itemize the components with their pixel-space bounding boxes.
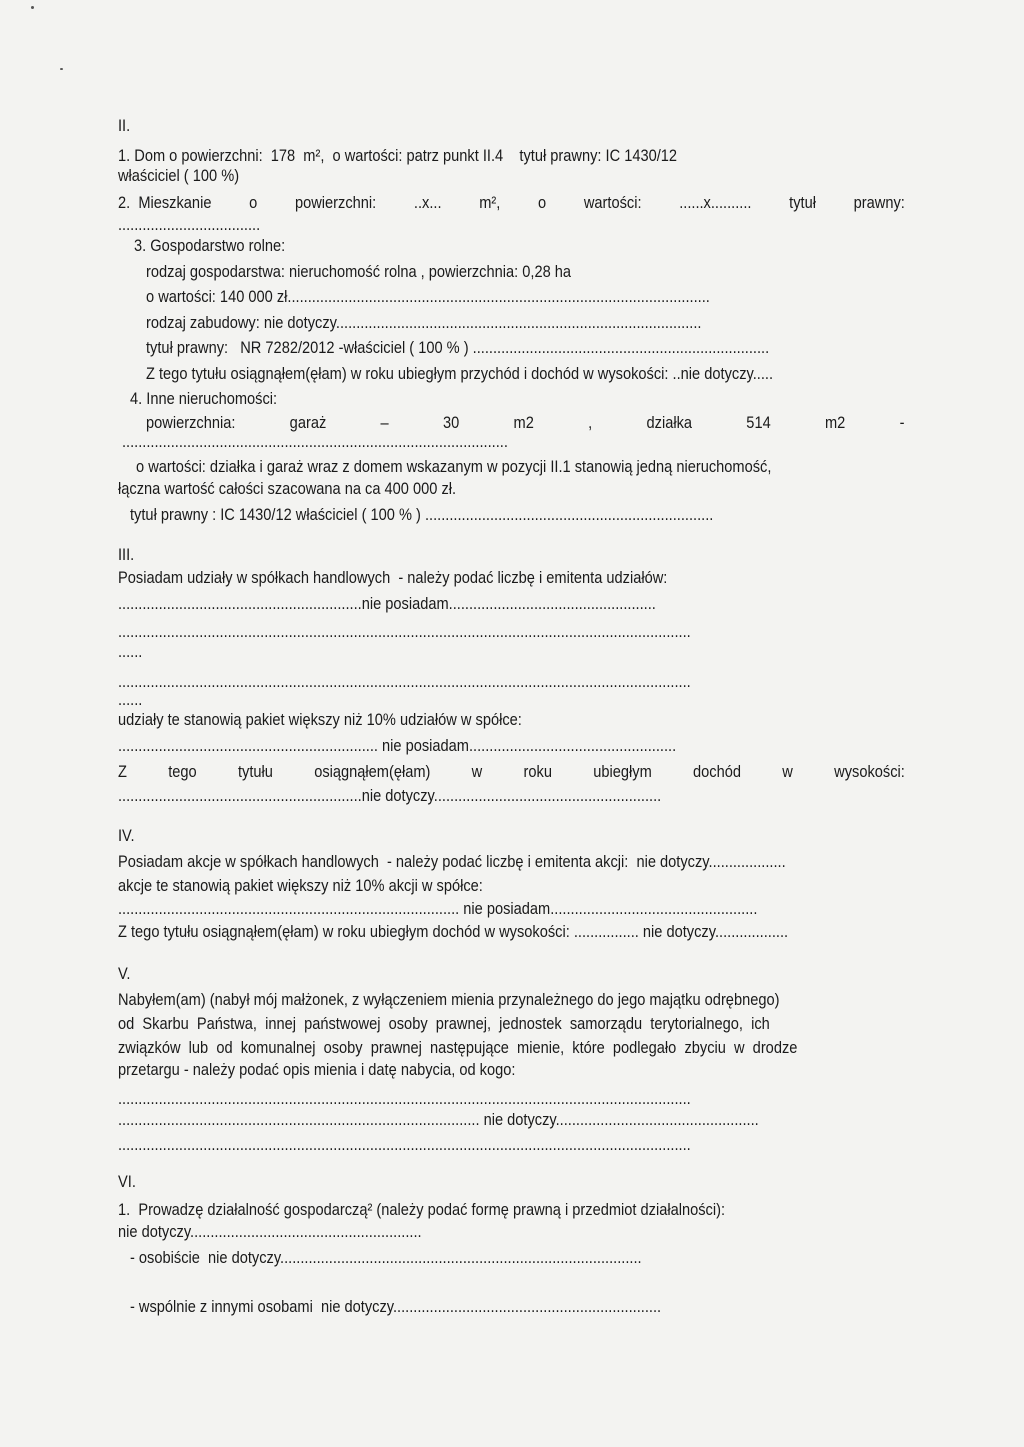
section-ii-other-property-line (146, 413, 905, 433)
dotted-fill: ................................... (118, 215, 261, 234)
text-fragment: osiągnąłem(ęłam) (314, 762, 431, 781)
dotted-fill: ...... (118, 690, 143, 709)
text-fragment: tytułu (237, 762, 273, 781)
section-v-line: ......................................................................................... nie dotyczy.................................................. (118, 1110, 759, 1129)
section-v-heading: V. (118, 964, 131, 983)
section-ii-line: rodzaj gospodarstwa: nieruchomość rolna , powierzchnia: 0,28 ha (146, 262, 572, 281)
section-iv-line: Posiadam akcje w spółkach handlowych - należy podać liczbę i emitenta akcji: nie dotyczy................... (118, 852, 786, 871)
section-iv-line: Z tego tytułu osiągnąłem(ęłam) w roku ubiegłym dochód w wysokości: ................ nie dotyczy.................. (118, 922, 789, 941)
text-fragment: o (249, 193, 258, 212)
text-fragment: w (471, 762, 483, 781)
text-fragment: powierzchni: (294, 193, 377, 212)
dotted-fill: ............................................................................................... (122, 432, 508, 451)
section-vi-line: - wspólnie z innymi osobami nie dotyczy.................................................................. (130, 1297, 662, 1316)
section-iv-line: .................................................................................... nie posiadam................................................... (118, 899, 758, 918)
section-iv-line: akcje te stanowią pakiet większy niż 10% akcji w spółce: (118, 876, 483, 895)
text-fragment: ubiegłym (593, 762, 652, 781)
section-ii-heading: II. (118, 116, 131, 135)
section-iii-line: ............................................................nie posiadam................................................... (118, 594, 656, 613)
scan-speck (31, 6, 34, 9)
section-iv-heading: IV. (118, 826, 135, 845)
text-fragment: wartości: (583, 193, 642, 212)
section-ii-line: o wartości: 140 000 zł........................................................................................................ (146, 287, 710, 306)
section-ii-line: 1. Dom o powierzchni: 178 m², o wartości: patrz punkt II.4 tytuł prawny: IC 1430/12 (118, 146, 678, 165)
section-iii-line: ............................................................nie dotyczy........................................................ (118, 786, 662, 805)
section-ii-line: właściciel ( 100 %) (118, 166, 240, 185)
text-fragment: ......x.......... (679, 193, 752, 212)
section-v-line: związków lub od komunalnej osoby prawnej następujące mienie, które podlegało zbyciu w drodze (118, 1038, 798, 1057)
dotted-fill: ............................................................................................................................................. (118, 1135, 691, 1154)
scan-speck (60, 68, 63, 70)
text-fragment: , (588, 413, 593, 432)
section-v-line: od Skarbu Państwa, innej państwowej osoby prawnej, jednostek samorządu terytorialnego, ich (118, 1014, 770, 1033)
section-ii-apartment-line (118, 193, 905, 213)
text-fragment: wysokości: (834, 762, 905, 781)
text-fragment: 30 (442, 413, 460, 432)
dotted-fill: ............................................................................................................................................. (118, 672, 691, 691)
section-vi-line: nie dotyczy......................................................... (118, 1222, 422, 1241)
text-fragment: garaż (289, 413, 327, 432)
section-iii-line: udziały te stanowią pakiet większy niż 10% udziałów w spółce: (118, 710, 522, 729)
section-iii-income-line (118, 762, 905, 782)
text-fragment: ..x... (413, 193, 442, 212)
section-vi-heading: VI. (118, 1172, 136, 1191)
text-fragment: Z (118, 762, 127, 781)
text-fragment: m2 (513, 413, 534, 432)
section-iii-line: ................................................................ nie posiadam................................................... (118, 736, 677, 755)
text-fragment: m2 (824, 413, 846, 432)
text-fragment: roku (523, 762, 552, 781)
text-fragment: 2. Mieszkanie (118, 193, 212, 212)
section-ii-line: rodzaj zabudowy: nie dotyczy.......................................................................................... (146, 313, 702, 332)
text-fragment: w (782, 762, 793, 781)
dotted-fill: ............................................................................................................................................. (118, 622, 691, 641)
section-ii-line: 3. Gospodarstwo rolne: (134, 236, 286, 255)
section-iii-line: Posiadam udziały w spółkach handlowych - należy podać liczbę i emitenta udziałów: (118, 568, 668, 587)
section-v-line: przetargu - należy podać opis mienia i datę nabycia, od kogo: (118, 1060, 516, 1079)
section-vi-line: 1. Prowadzę działalność gospodarczą² (należy podać formę prawną i przedmiot działalności): (118, 1200, 726, 1219)
text-fragment: 514 (746, 413, 771, 432)
text-fragment: - (899, 413, 905, 432)
section-ii-line: tytuł prawny: NR 7282/2012 -właściciel ( 100 % ) ......................................................................... (146, 338, 770, 357)
section-v-line: Nabyłem(am) (nabył mój małżonek, z wyłączeniem mienia przynależnego do jego majątku odrębnego) (118, 990, 780, 1009)
section-ii-line: Z tego tytułu osiągnąłem(ęłam) w roku ubiegłym przychód i dochód w wysokości: ..nie dotyczy..... (146, 364, 774, 383)
text-fragment: – (380, 413, 389, 432)
section-ii-line: o wartości: działka i garaż wraz z domem wskazanym w pozycji II.1 stanowią jedną nieruchomość, (136, 457, 772, 476)
text-fragment: prawny: (853, 193, 905, 212)
text-fragment: tytuł (789, 193, 816, 212)
section-ii-line: łączna wartość całości szacowana na ca 400 000 zł. (118, 479, 457, 498)
section-vi-line: - osobiście nie dotyczy......................................................................................... (130, 1248, 642, 1267)
text-fragment: dochód (693, 762, 742, 781)
text-fragment: powierzchnia: (146, 413, 236, 432)
text-fragment: działka (646, 413, 693, 432)
text-fragment: m², (479, 193, 501, 212)
section-iii-heading: III. (118, 545, 135, 564)
section-ii-line: tytuł prawny : IC 1430/12 właściciel ( 100 % ) ....................................................................... (130, 505, 714, 524)
text-fragment: tego (168, 762, 197, 781)
dotted-fill: ...... (118, 642, 143, 661)
text-fragment: o (538, 193, 547, 212)
dotted-fill: ............................................................................................................................................. (118, 1089, 691, 1108)
section-ii-line: 4. Inne nieruchomości: (130, 389, 278, 408)
